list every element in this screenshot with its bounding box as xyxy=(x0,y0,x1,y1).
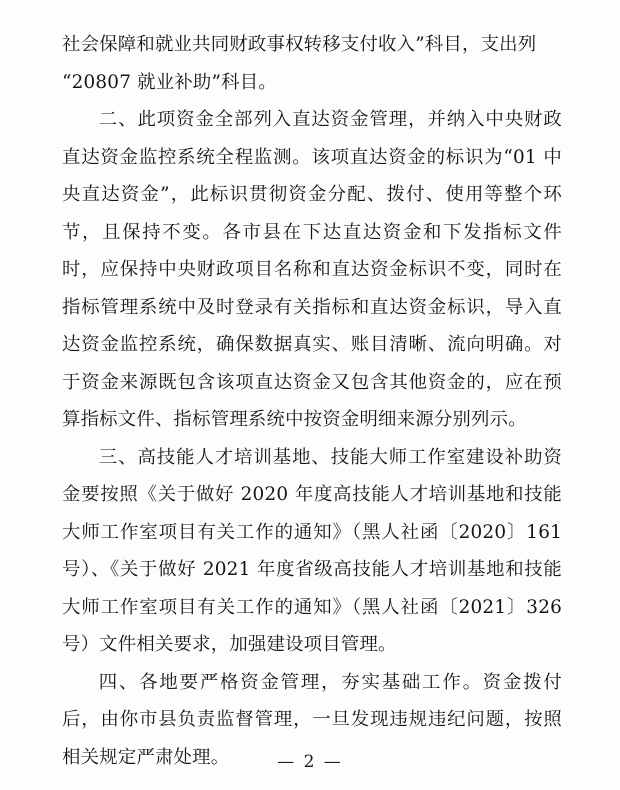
document-body xyxy=(62,26,562,776)
paragraph-item-2: 二、此项资金全部列入直达资金管理，并纳入中央财政直达资金监控系统全程监测。该项直达资金的标识为“01 中央直达资金”，此标识贯彻资金分配、拨付、使用等整个环节，且保持不变。各市县在下达直达资金和下发指标文件时，应保持中央财政项目名称和直达资金标识不变，同时在指标管理系统中及时登录有关指标和直达资金标识，导入直达资金监控系统，确保数据真实、账目清晰、流向明确。对于资金来源既包含该项直达资金又包含其他资金的，应在预算指标文件、指标管理系统中按资金明细来源分别列示。 xyxy=(62,109,562,430)
paragraph-item-4: 四、各地要严格资金管理，夯实基础工作。资金拨付后，由你市县负责监督管理，一旦发现违规违纪问题，按照相关规定严肃处理。 xyxy=(62,671,562,768)
paragraph-continued-1: 社会保障和就业共同财政事权转移支付收入”科目，支出列 xyxy=(62,34,537,55)
paragraph-item-3: 三、高技能人才培训基地、技能大师工作室建设补助资金要按照《关于做好 2020 年度高技能人才培训基地和技能大师工作室项目有关工作的通知》（黑人社函〔2020〕161 号）、《关于做好 2021 年度省级高技能人才培训基地和技能大师工作室项目有关工作的通知》（黑人社函〔2021〕326 号）文件相关要求，加强建设项目管理。 xyxy=(62,446,562,655)
paragraph-continued-2: “20807 就业补助”科目。 xyxy=(62,71,277,93)
page-number: — 2 — xyxy=(277,752,343,772)
